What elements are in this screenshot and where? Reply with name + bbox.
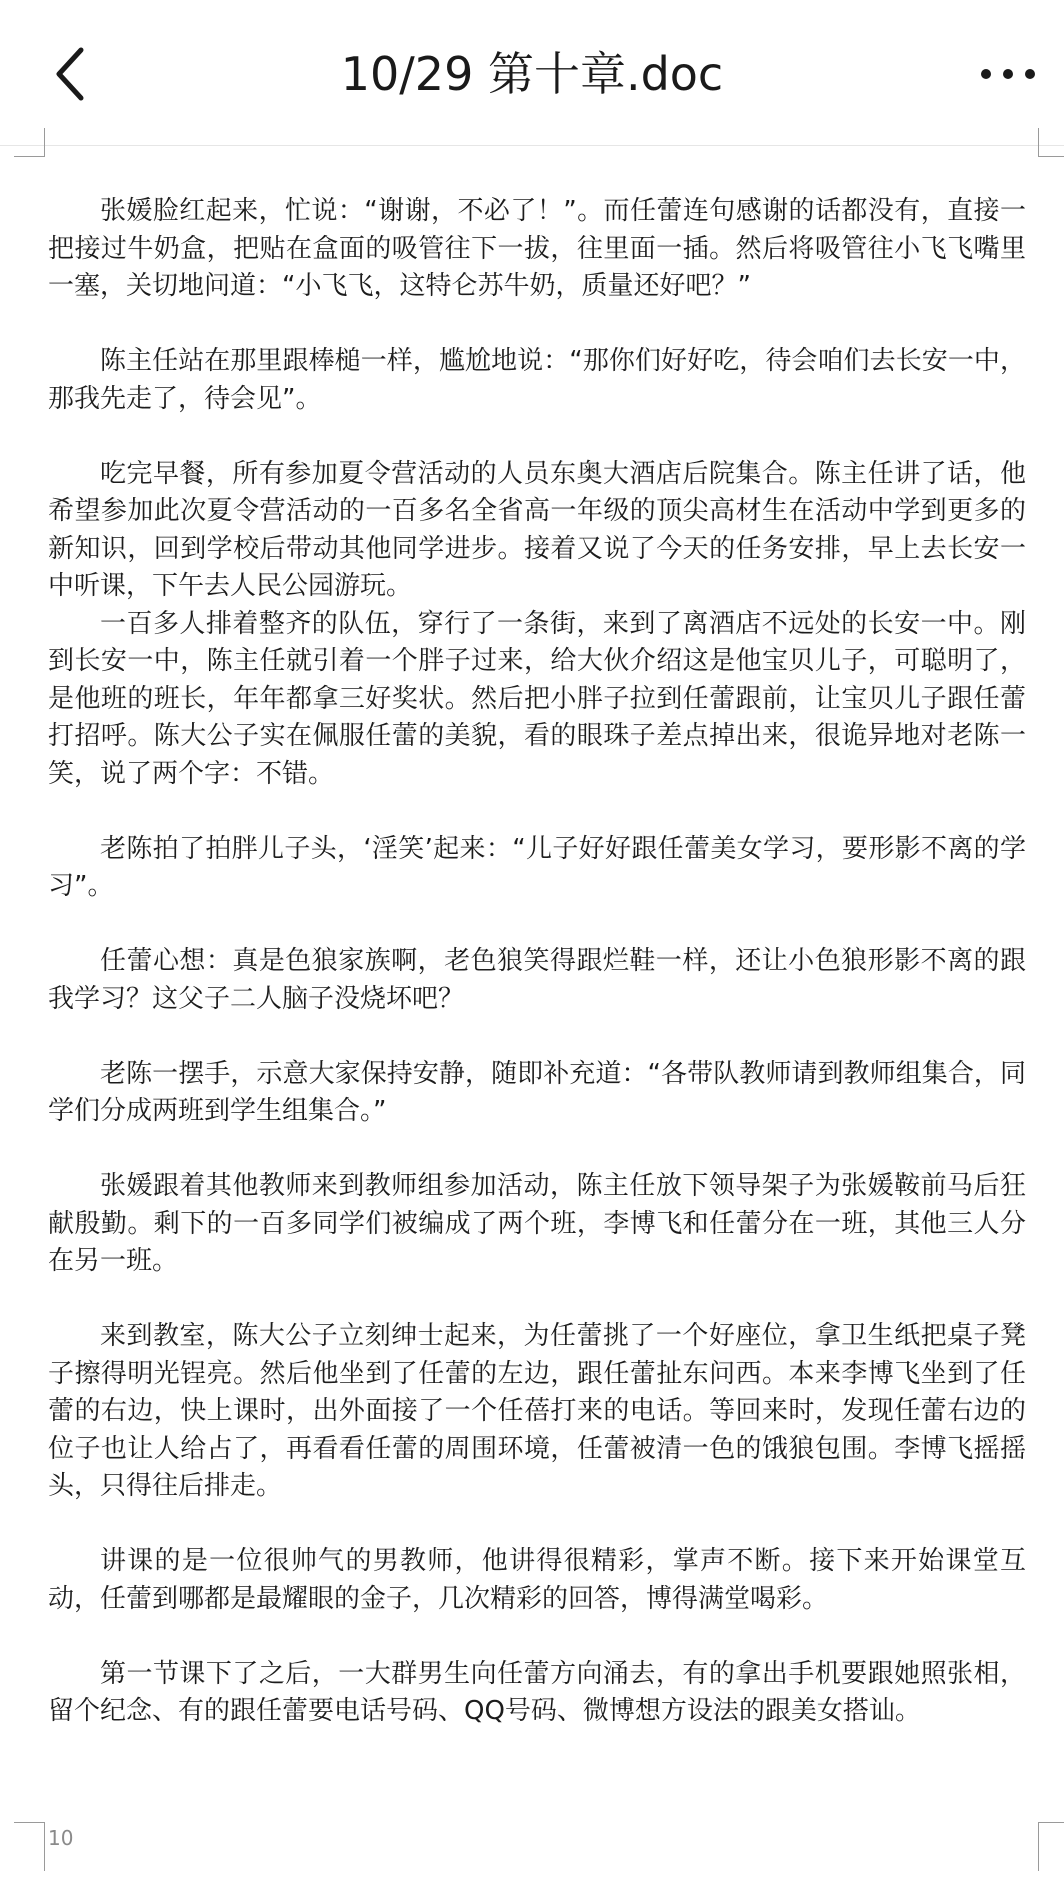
paragraph: 陈主任站在那里跟棒槌一样，尴尬地说：“那你们好好吃，待会咱们去长安一中，那我先走了，待会见”。	[48, 346, 1026, 414]
page-number: 10	[48, 1826, 74, 1850]
page-corner-mark-top-right	[1038, 128, 1064, 157]
paragraph: 来到教室，陈大公子立刻绅士起来，为任蕾挑了一个好座位，拿卫生纸把桌子凳子擦得明光锃亮。然后他坐到了任蕾的左边，跟任蕾扯东问西。本来李博飞坐到了任蕾的右边，快上课时，出外面接了一个任蓓打来的电话。等回来时，发现任蕾右边的位子也让人给占了，再看看任蕾的周围环境，任蕾被清一色的饿狼包围。李博飞摇摇头，只得往后排走。	[48, 1321, 1026, 1501]
page-corner-mark-top-left	[14, 128, 45, 157]
back-button[interactable]	[44, 44, 96, 104]
paragraph: 第一节课下了之后，一大群男生向任蕾方向涌去，有的拿出手机要跟她照张相，留个纪念、有的跟任蕾要电话号码、QQ号码、微博想方设法的跟美女搭讪。	[48, 1658, 1026, 1726]
paragraph: 吃完早餐，所有参加夏令营活动的人员东奥大酒店后院集合。陈主任讲了话，他希望参加此次夏令营活动的一百多名全省高一年级的顶尖高材生在活动中学到更多的新知识，回到学校后带动其他同学进步。接着又说了今天的任务安排，早上去长安一中听课，下午去人民公园游玩。	[48, 458, 1026, 601]
paragraph: 老陈一摆手，示意大家保持安静，随即补充道：“各带队教师请到教师组集合，同学们分成两班到学生组集合。”	[48, 1058, 1026, 1126]
paragraph: 任蕾心想：真是色狼家族啊，老色狼笑得跟烂鞋一样，还让小色狼形影不离的跟我学习？这父子二人脑子没烧坏吧？	[48, 946, 1026, 1014]
page-corner-mark-bottom-left	[14, 1822, 45, 1871]
more-options-button[interactable]	[976, 54, 1040, 94]
paragraph: 一百多人排着整齐的队伍，穿行了一条街，来到了离酒店不远处的长安一中。刚到长安一中，陈主任就引着一个胖子过来，给大伙介绍这是他宝贝儿子，可聪明了，是他班的班长，年年都拿三好奖状。然后把小胖子拉到任蕾跟前，让宝贝儿子跟任蕾打招呼。陈大公子实在佩服任蕾的美貌，看的眼珠子差点掉出来，很诡异地对老陈一笑，说了两个字：不错。	[48, 608, 1026, 789]
paragraph: 讲课的是一位很帅气的男教师，他讲得很精彩，掌声不断。接下来开始课堂互动，任蕾到哪都是最耀眼的金子，几次精彩的回答，博得满堂喝彩。	[48, 1546, 1026, 1614]
page-corner-mark-bottom-right	[1038, 1822, 1064, 1871]
paragraph: 张媛跟着其他教师来到教师组参加活动，陈主任放下领导架子为张媛鞍前马后狂献殷勤。剩下的一百多同学们被编成了两个班，李博飞和任蕾分在一班，其他三人分在另一班。	[48, 1171, 1026, 1276]
paragraph: 张媛脸红起来，忙说：“谢谢，不必了！”。而任蕾连句感谢的话都没有，直接一把接过牛奶盒，把贴在盒面的吸管往下一拔，往里面一插。然后将吸管往小飞飞嘴里一塞，关切地问道：“小飞飞，这特仑苏牛奶，质量还好吧？”	[48, 196, 1026, 301]
more-horizontal-icon	[978, 67, 1038, 81]
document-title: 10/29 第十章.doc	[340, 47, 724, 101]
paragraph: 老陈拍了拍胖儿子头，‘淫笑’起来：“儿子好好跟任蕾美女学习，要形影不离的学习”。	[48, 833, 1026, 901]
chevron-left-icon	[53, 46, 87, 102]
top-navigation-bar	[0, 0, 1064, 146]
document-body	[48, 193, 1026, 1768]
